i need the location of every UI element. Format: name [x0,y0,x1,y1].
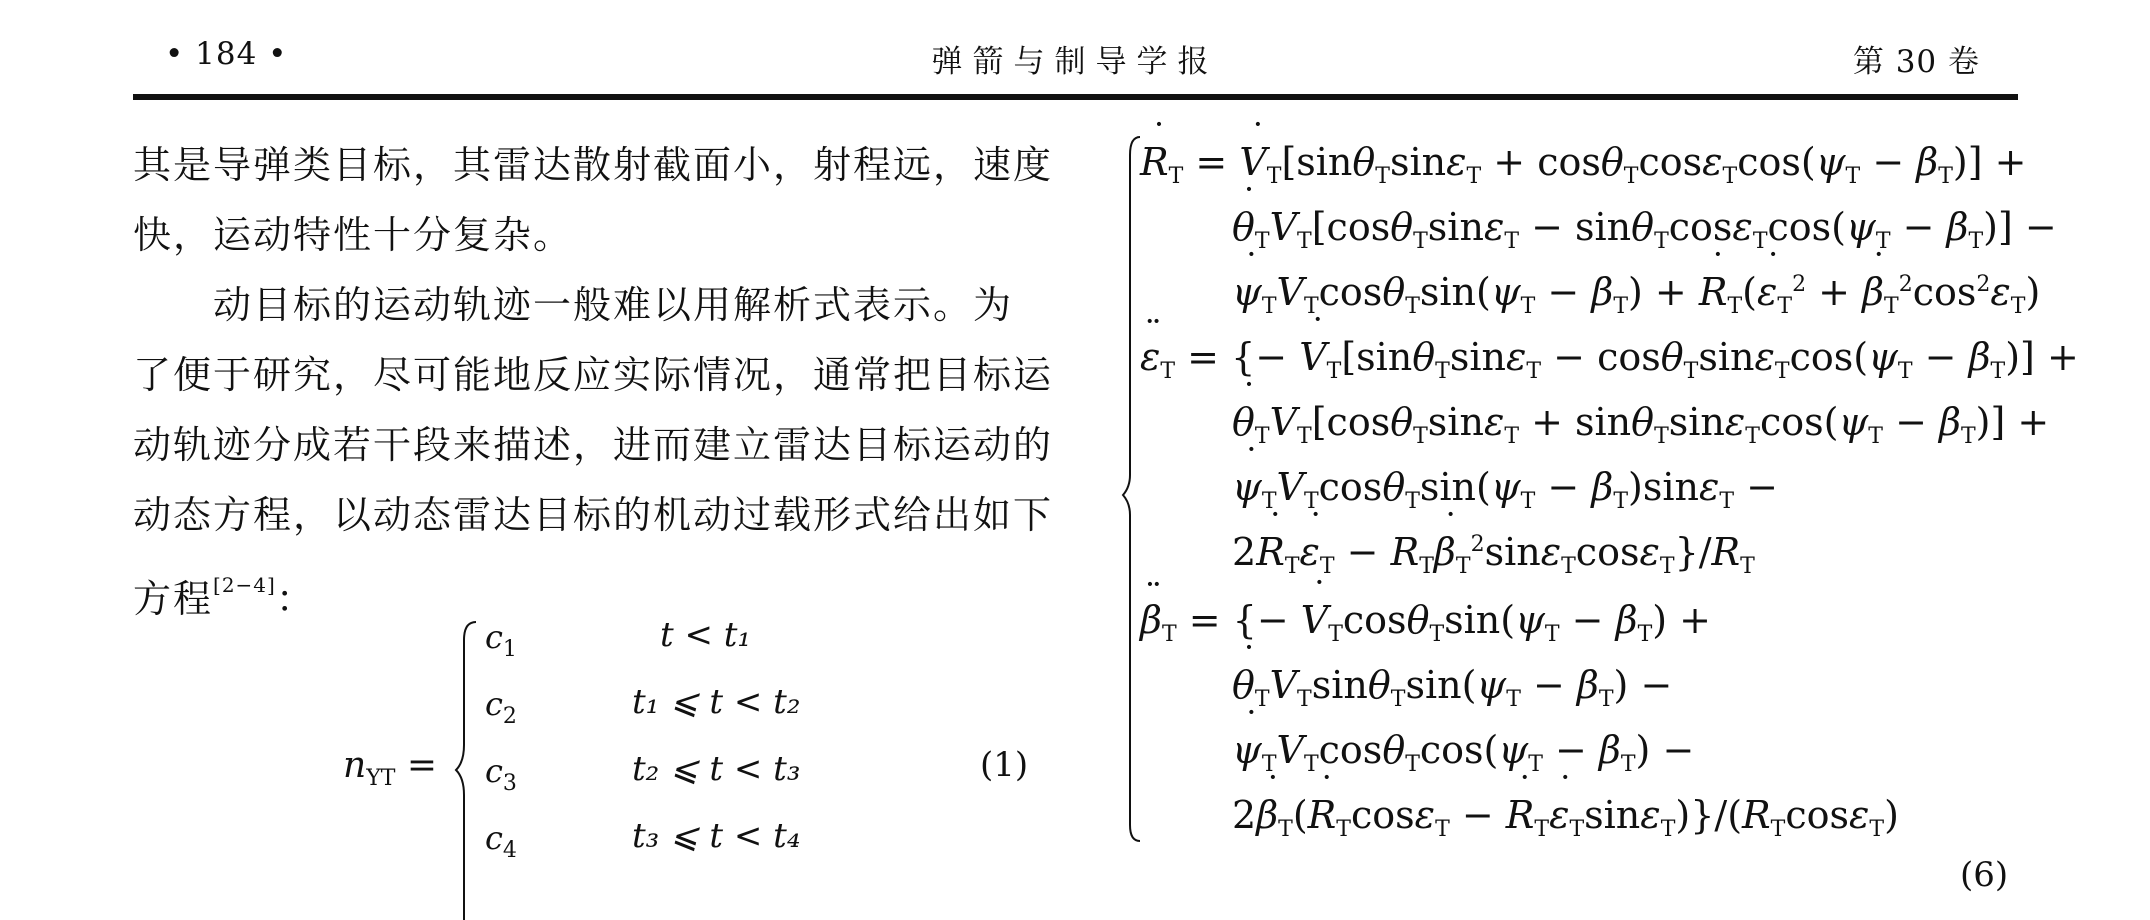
case-value: $c_2$ [485,685,517,729]
header-rule [133,94,2018,100]
paragraph-line: 快，运动特性十分复杂。 [133,213,574,257]
equation-1-number: (1) [980,745,1029,785]
volume-label: 第 30 卷 [1852,44,1980,80]
equation-6-line: ˙ $\theta_TV_T\sin\theta_T\sin(\psi_T - \beta_T)$ − [1232,663,1672,712]
equation-6-line: 2˙ $\beta_T(˙$ $R_T\cos\varepsilon_T$ − ˙ $R_T˙$ $\varepsilon_T\sin\varepsilon_T)\}/(R_T\cos\varepsilon_T)$ [1232,793,1899,842]
paragraph-line: 了便于研究，尽可能地反应实际情况，通常把目标运 [133,353,1054,397]
journal-title: 弹箭与制导学报 [931,44,1219,80]
paragraph-line: 动态方程，以动态雷达目标的机动过载形式给出如下 [133,493,1054,537]
paragraph-line [133,550,1053,634]
equation-1-lhs: $n_{YT}$ = [343,745,437,791]
paragraph-text: ： [275,577,316,621]
equation-6-number: (6) [1960,855,2009,895]
case-condition: t < t₁ [660,615,752,655]
equation-1-brace [452,620,482,920]
paragraph-2 [133,270,1053,634]
equation-6-line: ˙ $\psi_TV_T\cos\theta_T\sin(\psi_T - \beta_T)$ + ˙ $R_T(˙$ $\varepsilon_T^2$ + ˙ $\beta_T^2\cos^2\varepsilon_T$) [1232,270,2040,319]
paragraph-text: 方程 [133,577,214,621]
case-condition: t₁ ⩽ t < t₂ [632,682,801,722]
equation-6-line: ˙ $\theta_TV_T[\cos\theta_T\sin\varepsilon_T + \sin\theta_T\sin\varepsilon_T\cos(\psi_T - \beta_T)]$ + [1232,400,2049,449]
paragraph-line: 动目标的运动轨迹一般难以用解析式表示。为 [213,283,1014,327]
case-value: $c_1$ [485,618,517,662]
case-value: $c_3$ [485,752,517,796]
equation-6-line: ¨ $\beta_T$ = {− ˙ $V_T\cos\theta_T\sin(\psi_T - \beta_T)$ + [1140,598,1711,647]
page-number: • 184 • [165,36,288,72]
case-condition: t₃ ⩽ t < t₄ [632,816,801,856]
equation-6-line: ˙ $\psi_TV_T\cos\theta_T\sin(\psi_T - \beta_T)\sin\varepsilon_T$ − [1232,465,1778,514]
paragraph-line: 其是导弹类目标，其雷达散射截面小，射程远，速度 [133,143,1054,187]
equation-6-brace [1120,135,1144,845]
paragraph-1 [133,130,1053,270]
equation-6-line: ˙ $\theta_TV_T[\cos\theta_T\sin\varepsilon_T - \sin\theta_T\cos\varepsilon_T\cos(\psi_T - \beta_T)]$ − [1232,205,2057,254]
case-value: $c_4$ [485,819,517,863]
citation-link[interactable]: [2−4] [213,573,276,597]
equation-6-line: 2˙ $R_T˙$ $\varepsilon_T$ − $R_T˙$ $\beta_T^2\sin\varepsilon_T\cos\varepsilon_T\}/R_T$ [1232,530,1755,579]
equation-6-line: ˙ $\psi_TV_T\cos\theta_T\cos(\psi_T - \beta_T)$ − [1232,728,1694,777]
case-condition: t₂ ⩽ t < t₃ [632,749,801,789]
equation-6-line: ¨ $\varepsilon_T$ = {− ˙ $V_T[\sin\theta_T\sin\varepsilon_T - \cos\theta_T\sin\varepsilon_T\cos(\psi_T - \beta_T)]$ + [1140,335,2079,384]
equation-6-line: ˙ $R_T$ = ˙ $V_T[\sin\theta_T\sin\varepsilon_T + \cos\theta_T\cos\varepsilon_T\cos(\psi_T - \beta_T)]$ + [1140,140,2026,189]
paragraph-line: 动轨迹分成若干段来描述，进而建立雷达目标运动的 [133,423,1054,467]
